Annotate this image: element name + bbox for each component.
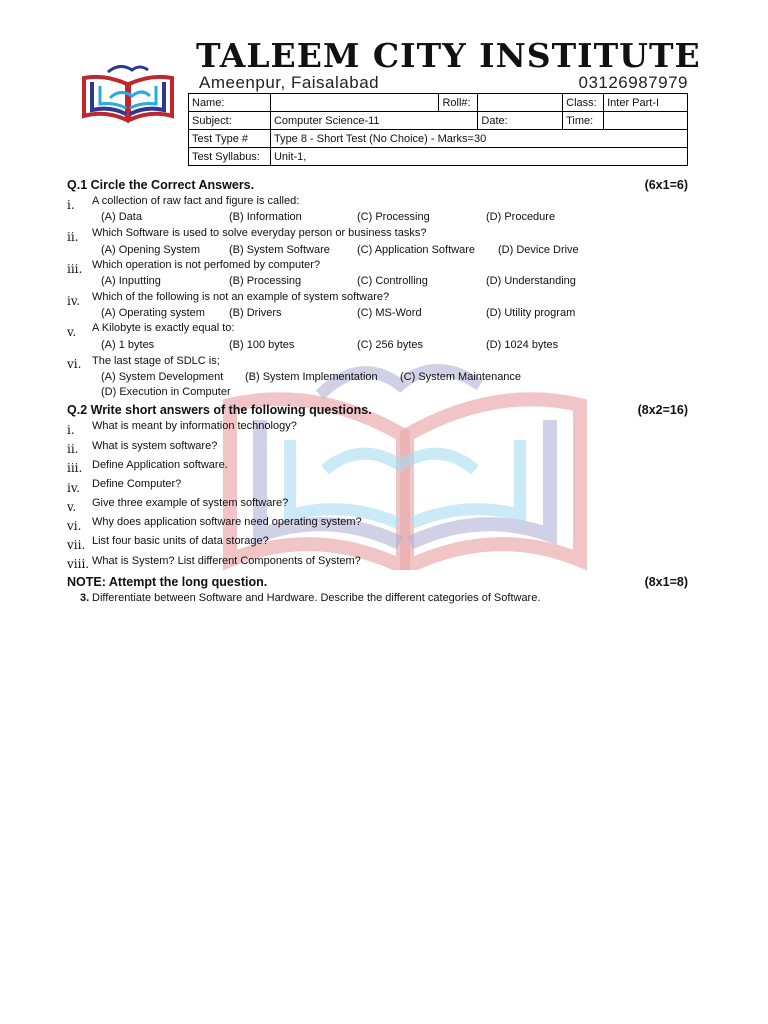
q2-item-text: List four basic units of data storage?	[92, 535, 269, 547]
q1-title: Q.1 Circle the Correct Answers.	[67, 178, 255, 192]
q1-item-text: Which Software is used to solve everyday person or business tasks?	[92, 227, 427, 239]
q1-marks: (6x1=6)	[644, 178, 688, 192]
q1-option[interactable]: (D) 1024 bytes	[486, 339, 559, 351]
syllabus-value: Unit-1,	[270, 148, 687, 166]
q1-item-text: The last stage of SDLC is;	[92, 355, 220, 367]
q1-option[interactable]: (B) Processing	[229, 275, 302, 287]
test-type-label: Test Type #	[189, 130, 271, 148]
q1-option[interactable]: (D) Understanding	[486, 275, 576, 287]
class-value: Inter Part-I	[604, 94, 688, 112]
q1-option[interactable]: (B) Drivers	[229, 307, 282, 319]
q1-option[interactable]: (D) Procedure	[486, 211, 556, 223]
q1-item-number: iii.	[67, 262, 83, 276]
q1-option[interactable]: (C) Application Software	[357, 244, 475, 256]
q2-item-number: iii.	[67, 461, 83, 475]
q1-option[interactable]: (A) Opening System	[101, 244, 201, 256]
note-title: NOTE: Attempt the long question.	[67, 575, 268, 589]
q2-item-text: Define Application software.	[92, 459, 228, 471]
q1-option[interactable]: (C) 256 bytes	[357, 339, 424, 351]
q1-option[interactable]: (D) Device Drive	[498, 244, 579, 256]
subject-label: Subject:	[189, 112, 271, 130]
q2-item-number: ii.	[67, 442, 79, 456]
date-label-cell	[478, 112, 563, 130]
q1-option[interactable]: (C) Controlling	[357, 275, 428, 287]
q1-item-text: A Kilobyte is exactly equal to:	[92, 322, 235, 334]
institute-logo	[80, 58, 176, 128]
name-field[interactable]	[270, 94, 438, 112]
q2-item-text: What is System? List different Components of System?	[92, 555, 361, 567]
class-label: Class:	[563, 94, 604, 112]
q2-item-number: viii.	[67, 557, 90, 571]
time-field[interactable]	[604, 112, 688, 130]
q2-marks: (8x2=16)	[637, 403, 688, 417]
syllabus-label: Test Syllabus:	[189, 148, 271, 166]
institute-address: Ameenpur, Faisalabad	[199, 73, 380, 92]
q1-option[interactable]: (C) MS-Word	[357, 307, 422, 319]
q1-item-text: Which operation is not perfomed by computer?	[92, 259, 321, 271]
q1-option[interactable]: (B) 100 bytes	[229, 339, 295, 351]
q1-option[interactable]: (D) Execution in Computer	[101, 386, 231, 398]
book-logo-icon	[80, 58, 176, 128]
student-info-table	[188, 93, 688, 166]
q1-item-number: vi.	[67, 357, 82, 371]
q1-item-text: Which of the following is not an example of system software?	[92, 291, 390, 303]
q1-item-number: i.	[67, 198, 75, 212]
institute-phone: 03126987979	[578, 73, 688, 92]
test-type-value: Type 8 - Short Test (No Choice) - Marks=30	[270, 130, 687, 148]
q2-item-text: What is meant by information technology?	[92, 420, 297, 432]
q1-option[interactable]: (B) Information	[229, 211, 302, 223]
q2-item-number: vii.	[67, 538, 86, 552]
q2-item-text: Give three example of system software?	[92, 497, 289, 509]
q1-option[interactable]: (D) Utility program	[486, 307, 576, 319]
q1-item-number: iv.	[67, 294, 81, 308]
q2-item-text: What is system software?	[92, 440, 218, 452]
q1-option[interactable]: (B) System Software	[229, 244, 330, 256]
institute-name: TALEEM CITY INSTITUTE	[196, 36, 701, 75]
q1-option[interactable]: (A) Operating system	[101, 307, 205, 319]
q1-option[interactable]: (A) Inputting	[101, 275, 161, 287]
q2-title: Q.2 Write short answers of the following questions.	[67, 403, 372, 417]
roll-label: Roll#:	[439, 94, 478, 112]
q2-item-text: Define Computer?	[92, 478, 182, 490]
time-label: Time:	[563, 112, 604, 130]
roll-field[interactable]	[478, 94, 563, 112]
note-marks: (8x1=8)	[644, 575, 688, 589]
q1-option[interactable]: (A) 1 bytes	[101, 339, 155, 351]
q1-option[interactable]: (A) Data	[101, 211, 142, 223]
date-label-text: Date:	[481, 114, 508, 127]
q1-item-number: ii.	[67, 230, 79, 244]
name-label: Name:	[189, 94, 271, 112]
q2-item-text: Why does application software need operating system?	[92, 516, 362, 528]
subject-value: Computer Science-11	[270, 112, 477, 130]
q1-option[interactable]: (C) Processing	[357, 211, 430, 223]
q1-option[interactable]: (C) System Maintenance	[400, 371, 522, 383]
q2-item-number: iv.	[67, 481, 81, 495]
q1-option[interactable]: (A) System Development	[101, 371, 224, 383]
long-question-text: Differentiate between Software and Hardware. Describe the different categories of Software.	[92, 592, 541, 604]
long-question-number: 3.	[80, 592, 90, 604]
q1-item-text: A collection of raw fact and figure is called:	[92, 195, 300, 207]
q2-item-number: v.	[67, 500, 77, 514]
q1-item-number: v.	[67, 325, 77, 339]
q1-option[interactable]: (B) System Implementation	[245, 371, 378, 383]
q2-item-number: vi.	[67, 519, 82, 533]
q2-item-number: i.	[67, 423, 75, 437]
